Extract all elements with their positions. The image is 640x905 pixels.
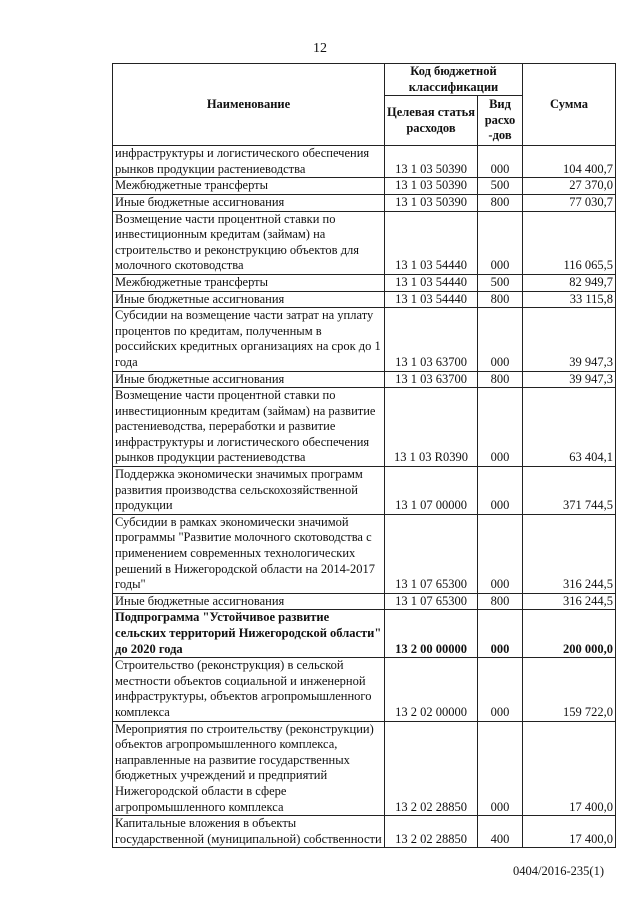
row-name: Поддержка экономически значимых программ развития производства сельскохозяйственной продукции [113, 467, 385, 515]
row-name: Иные бюджетные ассигнования [113, 371, 385, 388]
table-row [113, 721, 616, 816]
table-row [113, 308, 616, 371]
row-amount: 39 947,3 [523, 308, 616, 371]
row-name: Возмещение части процентной ставки по инвестиционным кредитам (займам) на строительство и реконструкцию объектов для молочного скотоводства [113, 211, 385, 274]
row-amount: 17 400,0 [523, 721, 616, 816]
table-row [113, 371, 616, 388]
row-target-article: 13 1 03 50390 [385, 146, 478, 178]
table-row [113, 211, 616, 274]
document-code: 0404/2016-235(1) [513, 864, 604, 878]
table-body [113, 146, 616, 848]
row-expense-type: 500 [478, 178, 523, 195]
page-number: 12 [313, 41, 327, 56]
table-row [113, 658, 616, 721]
row-name: Подпрограмма "Устойчивое развитие сельских территорий Нижегородской области" до 2020 года [113, 610, 385, 658]
row-expense-type: 400 [478, 816, 523, 848]
table-row [113, 467, 616, 515]
budget-table [112, 63, 616, 848]
row-amount: 159 722,0 [523, 658, 616, 721]
row-expense-type: 000 [478, 146, 523, 178]
table-row [113, 178, 616, 195]
row-target-article: 13 2 00 00000 [385, 610, 478, 658]
row-name: Иные бюджетные ассигнования [113, 291, 385, 308]
row-amount: 63 404,1 [523, 388, 616, 467]
row-name: Возмещение части процентной ставки по инвестиционным кредитам (займам) на развитие растениеводства, переработки и развитие инфраструктуры и логистического обеспечения рынков продукции растениеводства [113, 388, 385, 467]
row-target-article: 13 1 07 00000 [385, 467, 478, 515]
table-row [113, 388, 616, 467]
row-name: Капитальные вложения в объекты государственной (муниципальной) собственности [113, 816, 385, 848]
row-target-article: 13 1 03 50390 [385, 194, 478, 211]
row-name: Межбюджетные трансферты [113, 178, 385, 195]
row-target-article: 13 1 03 54440 [385, 291, 478, 308]
row-expense-type: 000 [478, 514, 523, 593]
header-target-article: Целевая статья расходов [385, 96, 478, 146]
row-expense-type: 800 [478, 371, 523, 388]
row-target-article: 13 1 07 65300 [385, 514, 478, 593]
row-amount: 104 400,7 [523, 146, 616, 178]
row-name: Межбюджетные трансферты [113, 274, 385, 291]
row-expense-type: 500 [478, 274, 523, 291]
row-name: Иные бюджетные ассигнования [113, 194, 385, 211]
row-target-article: 13 1 03 54440 [385, 211, 478, 274]
table-row [113, 610, 616, 658]
row-target-article: 13 1 07 65300 [385, 593, 478, 610]
row-target-article: 13 1 03 54440 [385, 274, 478, 291]
table-row [113, 146, 616, 178]
row-name: Строительство (реконструкция) в сельской местности объектов социальной и инженерной инфраструктуры, объектов агропромышленного комплекса [113, 658, 385, 721]
row-amount: 200 000,0 [523, 610, 616, 658]
table-row [113, 514, 616, 593]
table-row [113, 194, 616, 211]
row-amount: 82 949,7 [523, 274, 616, 291]
header-amount: Сумма [523, 64, 616, 146]
row-expense-type: 800 [478, 194, 523, 211]
row-amount: 371 744,5 [523, 467, 616, 515]
row-name: Субсидии на возмещение части затрат на уплату процентов по кредитам, полученным в российских кредитных организациях на срок до 1 года [113, 308, 385, 371]
row-amount: 77 030,7 [523, 194, 616, 211]
row-amount: 33 115,8 [523, 291, 616, 308]
row-expense-type: 000 [478, 658, 523, 721]
header-code-group: Код бюджетной классификации [385, 64, 523, 96]
header-name: Наименование [113, 64, 385, 146]
row-target-article: 13 2 02 28850 [385, 816, 478, 848]
row-expense-type: 000 [478, 467, 523, 515]
row-expense-type: 000 [478, 721, 523, 816]
row-amount: 17 400,0 [523, 816, 616, 848]
row-expense-type: 800 [478, 291, 523, 308]
row-expense-type: 000 [478, 211, 523, 274]
row-amount: 116 065,5 [523, 211, 616, 274]
row-amount: 316 244,5 [523, 593, 616, 610]
row-target-article: 13 2 02 28850 [385, 721, 478, 816]
row-expense-type: 000 [478, 308, 523, 371]
table-row [113, 593, 616, 610]
row-amount: 39 947,3 [523, 371, 616, 388]
row-name: инфраструктуры и логистического обеспечения рынков продукции растениеводства [113, 146, 385, 178]
table-row [113, 291, 616, 308]
row-amount: 27 370,0 [523, 178, 616, 195]
row-target-article: 13 1 03 63700 [385, 371, 478, 388]
row-target-article: 13 1 03 50390 [385, 178, 478, 195]
row-name: Субсидии в рамках экономически значимой программы "Развитие молочного скотоводства с применением современных технологических решений в Нижегородской области на 2014-2017 годы" [113, 514, 385, 593]
row-expense-type: 000 [478, 610, 523, 658]
row-expense-type: 000 [478, 388, 523, 467]
row-expense-type: 800 [478, 593, 523, 610]
table-row [113, 274, 616, 291]
header-expense-type: Вид расхо -дов [478, 96, 523, 146]
row-target-article: 13 1 03 63700 [385, 308, 478, 371]
row-amount: 316 244,5 [523, 514, 616, 593]
row-target-article: 13 1 03 R0390 [385, 388, 478, 467]
table-row [113, 816, 616, 848]
row-target-article: 13 2 02 00000 [385, 658, 478, 721]
row-name: Мероприятия по строительству (реконструкции) объектов агропромышленного комплекса, направленные на развитие государственных бюджетных учреждений и предприятий Нижегородской области в сфере агропромышленного комплекса [113, 721, 385, 816]
row-name: Иные бюджетные ассигнования [113, 593, 385, 610]
